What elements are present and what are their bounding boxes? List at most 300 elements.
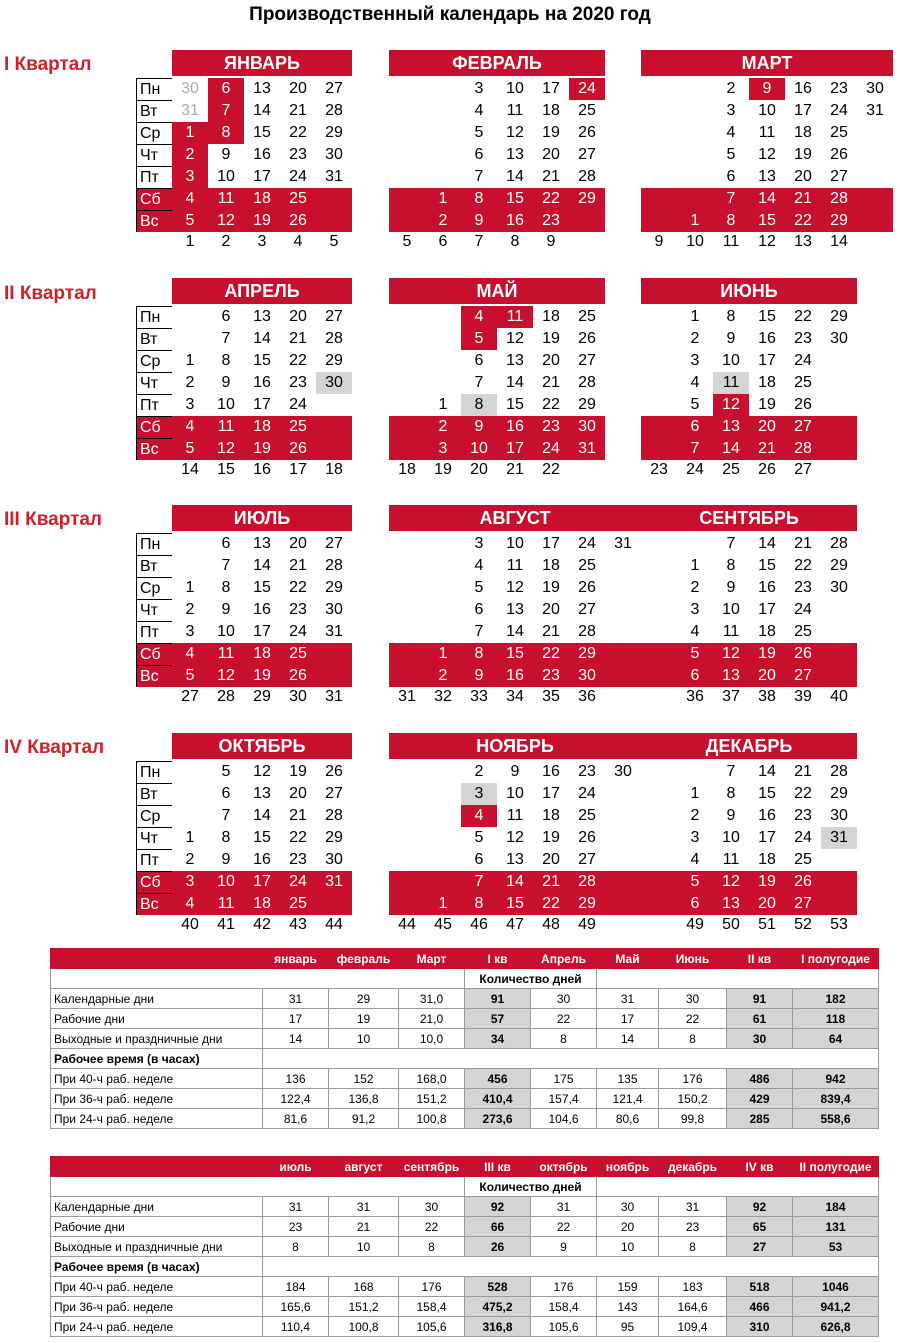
week-number: 50 (722, 916, 740, 933)
table-cell: 151,2 (399, 1089, 465, 1109)
table-cell: 30 (399, 1197, 465, 1217)
day-cell: 15 (497, 643, 533, 665)
day-cell: 9 (726, 579, 736, 596)
table-cell: 8 (399, 1237, 465, 1257)
summary-table (50, 948, 879, 1129)
table-cell: 10 (597, 1237, 659, 1257)
table-cell (263, 1049, 879, 1069)
day-cell: 22 (794, 785, 812, 802)
day-cell: 21 (749, 438, 785, 460)
day-cell: 5 (474, 829, 484, 846)
week-number: 18 (325, 461, 343, 478)
day-cell: 18 (244, 893, 280, 915)
table-cell: 109,4 (659, 1317, 727, 1337)
day-cell: 23 (578, 763, 596, 780)
day-cell: 17 (542, 80, 560, 97)
day-cell: 11 (506, 807, 524, 824)
day-cell: 8 (461, 893, 497, 915)
day-cell: 3 (474, 535, 484, 552)
day-cell: 22 (542, 396, 560, 413)
day-cell: 20 (542, 352, 560, 369)
day-cell: 12 (713, 643, 749, 665)
day-cell: 11 (506, 102, 524, 119)
table-cell: 105,6 (399, 1317, 465, 1337)
day-cell: 17 (542, 785, 560, 802)
table-cell: 31 (531, 1197, 597, 1217)
day-cell: 5 (690, 396, 700, 413)
table-cell: 80,6 (597, 1109, 659, 1129)
table-cell: I кв (465, 949, 531, 969)
table-cell: 182 (793, 989, 879, 1009)
day-cell: 24 (830, 102, 848, 119)
week-number: 3 (257, 233, 267, 250)
day-cell: 4 (690, 623, 700, 640)
table-cell: 168 (329, 1277, 399, 1297)
day-cell: 14 (758, 535, 776, 552)
day-cell: 19 (542, 124, 560, 141)
table-cell: 183 (659, 1277, 727, 1297)
table-cell: 10,0 (399, 1029, 465, 1049)
day-cell: 19 (542, 330, 560, 347)
day-cell: 12 (713, 394, 749, 416)
week-number: 27 (181, 688, 199, 705)
section-row (51, 969, 879, 989)
week-number: 38 (758, 688, 776, 705)
day-cell: 15 (758, 308, 776, 325)
day-cell: 10 (506, 80, 524, 97)
day-cell: 28 (325, 557, 343, 574)
day-cell: 19 (749, 643, 785, 665)
table-cell (51, 969, 465, 989)
day-cell: 5 (677, 871, 713, 893)
day-cell: 7 (208, 100, 244, 122)
table-cell: 8 (659, 1029, 727, 1049)
day-cell: 16 (758, 579, 776, 596)
table-cell (51, 1157, 263, 1177)
day-cell: 4 (172, 188, 208, 210)
day-cell: 14 (506, 168, 524, 185)
day-cell: 14 (506, 623, 524, 640)
day-cell: 24 (569, 78, 605, 100)
day-cell: 12 (506, 330, 524, 347)
day-cell: 16 (497, 416, 533, 438)
day-cell: 26 (830, 146, 848, 163)
month-header: МАЙ (389, 278, 605, 304)
week-number: 22 (542, 461, 560, 478)
day-cell: 28 (578, 168, 596, 185)
day-cell: 18 (542, 308, 560, 325)
day-cell: 17 (758, 601, 776, 618)
day-cell: 15 (253, 829, 271, 846)
day-cell: 10 (722, 601, 740, 618)
week-number: 16 (253, 461, 271, 478)
table-cell: 26 (465, 1237, 531, 1257)
month-header: АПРЕЛЬ (172, 278, 352, 304)
day-cell: 2 (425, 665, 461, 687)
day-cell: 20 (749, 416, 785, 438)
day-cell: 22 (289, 579, 307, 596)
day-cell: 16 (794, 80, 812, 97)
table-cell: 31 (263, 989, 329, 1009)
day-label: Вт (136, 783, 172, 805)
day-cell: 7 (726, 535, 736, 552)
day-cell: 7 (474, 374, 484, 391)
day-label: Вт (136, 328, 172, 350)
day-cell: 9 (461, 210, 497, 232)
day-cell: 25 (280, 643, 316, 665)
table-cell: 410,4 (465, 1089, 531, 1109)
day-cell: 6 (474, 851, 484, 868)
day-cell: 12 (253, 763, 271, 780)
section-title: Количество дней (465, 1177, 597, 1197)
data-row (51, 1277, 879, 1297)
day-cell: 11 (208, 188, 244, 210)
day-cell: 3 (185, 623, 195, 640)
day-cell: 4 (172, 416, 208, 438)
data-row (51, 1297, 879, 1317)
day-cell: 17 (758, 829, 776, 846)
day-cell: 1 (185, 579, 195, 596)
table-cell: сентябрь (399, 1157, 465, 1177)
day-cell: 5 (461, 328, 497, 350)
table-cell: 17 (263, 1009, 329, 1029)
table-cell: II кв (727, 949, 793, 969)
table-cell: 121,4 (597, 1089, 659, 1109)
table-cell (597, 1177, 879, 1197)
day-cell: 20 (794, 168, 812, 185)
day-cell: 1 (690, 785, 700, 802)
table-cell: 30 (727, 1029, 793, 1049)
table-cell: 8 (263, 1237, 329, 1257)
day-cell: 11 (758, 124, 776, 141)
day-cell: 30 (830, 807, 848, 824)
quarter-label: III Квартал (4, 509, 103, 530)
week-number: 8 (510, 233, 520, 250)
day-cell: 18 (758, 623, 776, 640)
day-cell: 30 (614, 763, 632, 780)
table-cell: 53 (793, 1237, 879, 1257)
day-cell: 16 (758, 807, 776, 824)
day-label: Вс (136, 438, 172, 460)
day-cell: 28 (830, 535, 848, 552)
day-cell: 29 (821, 210, 857, 232)
week-number: 40 (181, 916, 199, 933)
day-cell: 27 (325, 80, 343, 97)
day-cell: 19 (244, 665, 280, 687)
week-number: 34 (506, 688, 524, 705)
data-row (51, 1009, 879, 1029)
table-cell: 165,6 (263, 1297, 329, 1317)
table-cell: декабрь (659, 1157, 727, 1177)
day-cell: 2 (185, 374, 195, 391)
day-cell: 15 (749, 210, 785, 232)
week-number: 29 (253, 688, 271, 705)
day-cell: 9 (221, 851, 231, 868)
day-label: Пн (136, 306, 172, 328)
day-cell: 6 (474, 146, 484, 163)
day-cell: 2 (425, 416, 461, 438)
day-cell: 13 (253, 535, 271, 552)
table-cell: 316,8 (465, 1317, 531, 1337)
day-cell: 14 (758, 763, 776, 780)
day-cell: 28 (578, 374, 596, 391)
day-cell: 25 (578, 102, 596, 119)
day-cell: 22 (533, 893, 569, 915)
day-cell: 29 (325, 352, 343, 369)
week-number: 35 (542, 688, 560, 705)
day-cell: 1 (438, 396, 448, 413)
day-cell: 23 (830, 80, 848, 97)
day-cell: 15 (253, 124, 271, 141)
day-cell: 13 (506, 146, 524, 163)
table-cell: Март (399, 949, 465, 969)
table-cell: 273,6 (465, 1109, 531, 1129)
day-cell: 19 (289, 763, 307, 780)
day-cell: 29 (830, 308, 848, 325)
day-cell: 12 (506, 829, 524, 846)
month-header: НОЯБРЬ (389, 733, 641, 759)
week-number: 28 (217, 688, 235, 705)
table-cell: 942 (793, 1069, 879, 1089)
summary-table (50, 1156, 879, 1337)
day-cell: 5 (172, 438, 208, 460)
day-cell: 20 (749, 665, 785, 687)
day-cell: 3 (172, 166, 208, 188)
day-cell: 1 (425, 188, 461, 210)
day-cell: 23 (289, 374, 307, 391)
week-number: 39 (794, 688, 812, 705)
table-cell: 29 (329, 989, 399, 1009)
table-cell: Май (597, 949, 659, 969)
week-number: 13 (794, 233, 812, 250)
day-cell-prev-month: 31 (181, 102, 199, 119)
day-cell: 4 (726, 124, 736, 141)
day-cell: 8 (221, 352, 231, 369)
table-cell: 157,4 (531, 1089, 597, 1109)
table-cell: 159 (597, 1277, 659, 1297)
day-label: Сб (136, 188, 172, 210)
day-cell: 21 (794, 535, 812, 552)
day-cell: 17 (542, 535, 560, 552)
day-cell: 19 (542, 829, 560, 846)
day-label: Ср (136, 577, 172, 599)
day-cell: 27 (785, 893, 821, 915)
table-cell: IV кв (727, 1157, 793, 1177)
day-cell: 8 (461, 394, 497, 416)
table-cell: 10 (329, 1029, 399, 1049)
table-cell: 10 (329, 1237, 399, 1257)
day-cell: 14 (253, 102, 271, 119)
day-cell: 28 (785, 438, 821, 460)
day-cell: 9 (221, 601, 231, 618)
day-label: Пт (136, 166, 172, 188)
week-number: 1 (185, 233, 195, 250)
day-label: Пн (136, 761, 172, 783)
week-number: 27 (794, 461, 812, 478)
day-cell: 16 (253, 374, 271, 391)
day-cell: 29 (325, 579, 343, 596)
day-cell: 21 (533, 871, 569, 893)
day-cell: 14 (749, 188, 785, 210)
table-cell: 135 (597, 1069, 659, 1089)
day-cell: 11 (506, 557, 524, 574)
day-cell: 13 (253, 785, 271, 802)
table-cell: Выходные и праздничные дни (51, 1029, 263, 1049)
day-cell: 25 (578, 557, 596, 574)
data-row (51, 1029, 879, 1049)
day-cell: 25 (794, 374, 812, 391)
day-cell: 26 (280, 438, 316, 460)
week-number: 44 (325, 916, 343, 933)
week-number: 53 (830, 916, 848, 933)
day-cell: 12 (506, 124, 524, 141)
day-cell: 9 (749, 78, 785, 100)
day-cell: 4 (461, 805, 497, 827)
table-cell: 91,2 (329, 1109, 399, 1129)
table-cell: 486 (727, 1069, 793, 1089)
day-cell: 18 (542, 807, 560, 824)
day-cell: 6 (677, 893, 713, 915)
table-cell: II полугодие (793, 1157, 879, 1177)
day-cell: 14 (253, 807, 271, 824)
table-cell: 66 (465, 1217, 531, 1237)
week-number: 12 (758, 233, 776, 250)
day-cell: 27 (830, 168, 848, 185)
table-cell: 95 (597, 1317, 659, 1337)
data-row (51, 1217, 879, 1237)
table-cell: 136,8 (329, 1089, 399, 1109)
day-cell: 4 (474, 102, 484, 119)
week-number: 32 (434, 688, 452, 705)
day-cell: 2 (726, 80, 736, 97)
table-cell: 31 (329, 1197, 399, 1217)
day-cell: 13 (506, 601, 524, 618)
table-cell: 20 (597, 1217, 659, 1237)
day-cell: 30 (325, 146, 343, 163)
day-cell: 30 (316, 372, 352, 394)
day-cell: 4 (172, 643, 208, 665)
day-cell: 15 (497, 188, 533, 210)
day-cell: 14 (497, 871, 533, 893)
table-cell: 100,8 (329, 1317, 399, 1337)
quarter-label: II Квартал (4, 283, 97, 304)
day-cell: 9 (726, 807, 736, 824)
day-cell: 27 (785, 665, 821, 687)
day-cell: 1 (425, 643, 461, 665)
table-cell: 105,6 (531, 1317, 597, 1337)
section-title: Рабочее время (в часах) (51, 1049, 263, 1069)
day-cell: 2 (425, 210, 461, 232)
table-cell: При 24-ч раб. неделе (51, 1109, 263, 1129)
day-cell: 30 (325, 601, 343, 618)
day-cell: 2 (690, 330, 700, 347)
day-cell: 29 (830, 785, 848, 802)
table-cell: 65 (727, 1217, 793, 1237)
day-cell: 5 (172, 665, 208, 687)
day-cell-prev-month: 30 (181, 80, 199, 97)
day-cell: 3 (185, 396, 195, 413)
day-cell: 29 (830, 557, 848, 574)
day-cell: 6 (221, 785, 231, 802)
day-cell: 29 (569, 188, 605, 210)
day-cell: 4 (690, 374, 700, 391)
day-cell: 13 (506, 851, 524, 868)
day-cell: 6 (677, 665, 713, 687)
table-cell: 158,4 (399, 1297, 465, 1317)
table-cell: При 24-ч раб. неделе (51, 1317, 263, 1337)
day-cell: 3 (461, 783, 497, 805)
week-number: 17 (289, 461, 307, 478)
day-cell: 10 (461, 438, 497, 460)
day-cell: 27 (785, 416, 821, 438)
day-cell: 3 (172, 871, 208, 893)
day-cell: 27 (578, 851, 596, 868)
data-row (51, 1089, 879, 1109)
table-cell: октябрь (531, 1157, 597, 1177)
day-cell: 10 (217, 623, 235, 640)
day-cell: 7 (221, 330, 231, 347)
table-cell: 839,4 (793, 1089, 879, 1109)
day-cell: 25 (794, 623, 812, 640)
day-label: Вт (136, 555, 172, 577)
day-cell: 2 (185, 851, 195, 868)
week-number: 14 (181, 461, 199, 478)
week-number: 2 (221, 233, 231, 250)
day-cell: 1 (185, 352, 195, 369)
table-cell: 23 (659, 1217, 727, 1237)
table-cell: февраль (329, 949, 399, 969)
day-cell: 1 (172, 122, 208, 144)
day-cell: 20 (542, 851, 560, 868)
day-label: Чт (136, 372, 172, 394)
day-cell: 5 (474, 579, 484, 596)
day-cell: 31 (569, 438, 605, 460)
data-row (51, 1237, 879, 1257)
day-cell: 21 (289, 807, 307, 824)
day-cell: 11 (208, 643, 244, 665)
day-cell: 19 (749, 871, 785, 893)
day-cell: 22 (785, 210, 821, 232)
day-cell: 8 (726, 308, 736, 325)
day-cell: 6 (208, 78, 244, 100)
day-cell: 25 (578, 807, 596, 824)
day-cell: 17 (253, 623, 271, 640)
day-cell: 9 (221, 374, 231, 391)
day-cell: 8 (208, 122, 244, 144)
day-cell: 20 (749, 893, 785, 915)
day-cell: 19 (542, 579, 560, 596)
day-label: Вс (136, 665, 172, 687)
table-cell: 310 (727, 1317, 793, 1337)
month-header: АВГУСТ (389, 505, 641, 531)
day-cell: 15 (758, 785, 776, 802)
day-label: Чт (136, 599, 172, 621)
day-cell: 13 (758, 168, 776, 185)
day-cell: 20 (289, 535, 307, 552)
table-cell (51, 1177, 465, 1197)
day-cell: 17 (253, 396, 271, 413)
day-label: Ср (136, 350, 172, 372)
day-cell: 8 (726, 557, 736, 574)
table-cell: 31 (597, 989, 659, 1009)
day-cell: 19 (794, 146, 812, 163)
week-number: 20 (470, 461, 488, 478)
day-cell: 11 (497, 306, 533, 328)
day-cell: 28 (325, 807, 343, 824)
week-number: 9 (546, 233, 556, 250)
table-cell: При 40-ч раб. неделе (51, 1277, 263, 1297)
day-cell: 27 (325, 535, 343, 552)
